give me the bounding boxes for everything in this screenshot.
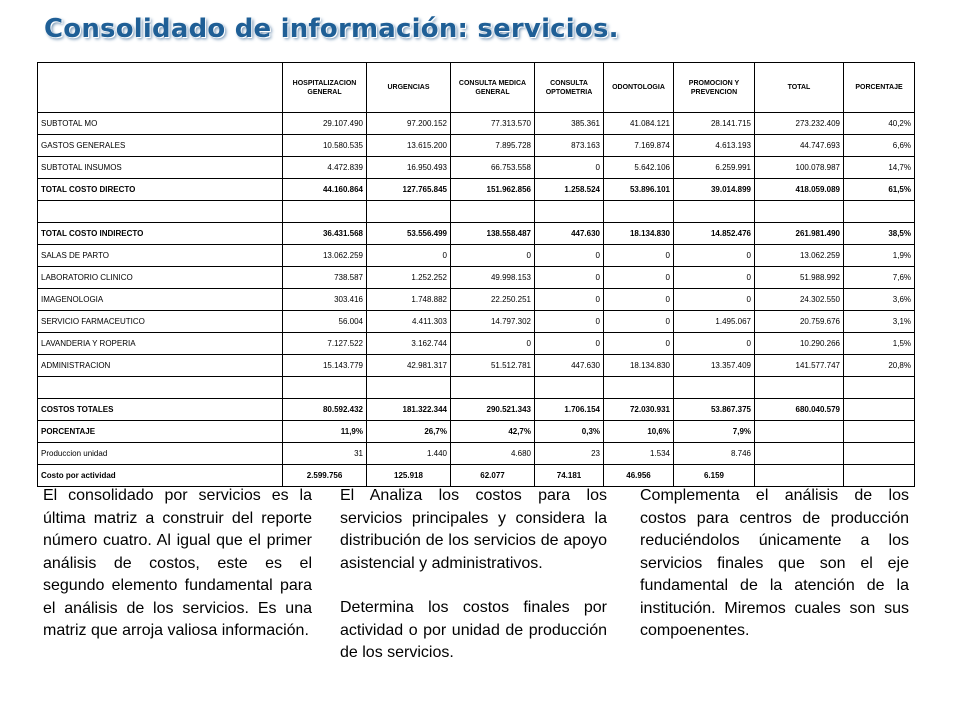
- paragraph: El consolidado por servicios es la última matriz a construir del reporte número cuatro. Al igual que el primer análisis de costos, este es el segundo elemento fundamental para el análisis de los servicios. Es una matriz que arroja valiosa información.: [43, 487, 312, 639]
- value-cell: 447.630: [535, 355, 604, 377]
- value-cell: 51.988.992: [755, 267, 844, 289]
- value-cell: 7,9%: [674, 421, 755, 443]
- value-cell: 7.895.728: [451, 135, 535, 157]
- value-cell: [755, 443, 844, 465]
- value-cell: [367, 377, 451, 399]
- value-cell: [604, 201, 674, 223]
- table-row: [38, 333, 915, 355]
- table-row: [38, 223, 915, 245]
- value-cell: 0: [535, 289, 604, 311]
- value-cell: 290.521.343: [451, 399, 535, 421]
- value-cell: 1.495.067: [674, 311, 755, 333]
- value-cell: 0,3%: [535, 421, 604, 443]
- paragraph: Complementa el análisis de los costos para centros de producción reduciéndolos únicamente a los servicios finales que son el eje fundamental de la atención de la institución. Miremos cuales son sus compoenentes.: [640, 487, 909, 639]
- value-cell: 303.416: [283, 289, 367, 311]
- table-row: [38, 113, 915, 135]
- table-row: [38, 289, 915, 311]
- table-row: [38, 421, 915, 443]
- value-cell: 0: [535, 333, 604, 355]
- value-cell: 97.200.152: [367, 113, 451, 135]
- value-cell: 22.250.251: [451, 289, 535, 311]
- value-cell: 41.084.121: [604, 113, 674, 135]
- row-label-cell: LABORATORIO CLINICO: [38, 267, 283, 289]
- value-cell: 0: [674, 333, 755, 355]
- row-label-cell: Costo por actividad: [38, 465, 283, 487]
- value-cell: 4.613.193: [674, 135, 755, 157]
- value-cell: 4.680: [451, 443, 535, 465]
- row-label-cell: TOTAL COSTO DIRECTO: [38, 179, 283, 201]
- value-cell: 0: [604, 311, 674, 333]
- value-cell: [755, 377, 844, 399]
- row-label-cell: LAVANDERIA Y ROPERIA: [38, 333, 283, 355]
- row-label-cell: SUBTOTAL INSUMOS: [38, 157, 283, 179]
- value-cell: 1.258.524: [535, 179, 604, 201]
- table-row: [38, 399, 915, 421]
- value-cell: 1,5%: [844, 333, 915, 355]
- value-cell: 53.867.375: [674, 399, 755, 421]
- value-cell: 2.599.756: [283, 465, 367, 487]
- value-cell: [535, 377, 604, 399]
- value-cell: 49.998.153: [451, 267, 535, 289]
- row-label-cell: ADMINISTRACION: [38, 355, 283, 377]
- value-cell: [367, 201, 451, 223]
- row-label-cell: [38, 377, 283, 399]
- value-cell: 13.062.259: [755, 245, 844, 267]
- value-cell: 3,6%: [844, 289, 915, 311]
- value-cell: 51.512.781: [451, 355, 535, 377]
- value-cell: 0: [535, 267, 604, 289]
- value-cell: 0: [451, 333, 535, 355]
- value-cell: [283, 377, 367, 399]
- row-label-cell: PORCENTAJE: [38, 421, 283, 443]
- table-row: [38, 311, 915, 333]
- value-cell: 1.706.154: [535, 399, 604, 421]
- value-cell: 4.472.839: [283, 157, 367, 179]
- value-cell: 385.361: [535, 113, 604, 135]
- value-cell: 42.981.317: [367, 355, 451, 377]
- value-cell: [604, 377, 674, 399]
- value-cell: 53.556.499: [367, 223, 451, 245]
- value-cell: 447.630: [535, 223, 604, 245]
- value-cell: [844, 201, 915, 223]
- value-cell: 14.797.302: [451, 311, 535, 333]
- value-cell: 3.162.744: [367, 333, 451, 355]
- table-row: [38, 377, 915, 399]
- value-cell: 66.753.558: [451, 157, 535, 179]
- value-cell: 0: [535, 311, 604, 333]
- value-cell: 18.134.830: [604, 355, 674, 377]
- paragraph: Determina los costos finales por actividad o por unidad de producción de los servicios.: [340, 599, 607, 661]
- row-label-cell: GASTOS GENERALES: [38, 135, 283, 157]
- value-cell: 0: [604, 289, 674, 311]
- value-cell: 0: [674, 289, 755, 311]
- column-header: HOSPITALIZACION GENERAL: [283, 63, 367, 113]
- value-cell: 0: [674, 245, 755, 267]
- value-cell: 44.160.864: [283, 179, 367, 201]
- value-cell: 418.059.089: [755, 179, 844, 201]
- value-cell: 125.918: [367, 465, 451, 487]
- value-cell: 0: [535, 245, 604, 267]
- value-cell: [674, 201, 755, 223]
- value-cell: 15.143.779: [283, 355, 367, 377]
- value-cell: 56.004: [283, 311, 367, 333]
- value-cell: 6,6%: [844, 135, 915, 157]
- value-cell: 0: [451, 245, 535, 267]
- value-cell: 80.592.432: [283, 399, 367, 421]
- value-cell: 24.302.550: [755, 289, 844, 311]
- value-cell: 11,9%: [283, 421, 367, 443]
- value-cell: 13.357.409: [674, 355, 755, 377]
- value-cell: 138.558.487: [451, 223, 535, 245]
- value-cell: 1,9%: [844, 245, 915, 267]
- value-cell: 151.962.856: [451, 179, 535, 201]
- column-header: TOTAL: [755, 63, 844, 113]
- table-row: [38, 245, 915, 267]
- value-cell: 38,5%: [844, 223, 915, 245]
- value-cell: 261.981.490: [755, 223, 844, 245]
- row-label-cell: Produccion unidad: [38, 443, 283, 465]
- value-cell: 61,5%: [844, 179, 915, 201]
- value-cell: [755, 465, 844, 487]
- row-label-cell: IMAGENOLOGIA: [38, 289, 283, 311]
- value-cell: 42,7%: [451, 421, 535, 443]
- text-column-1: [43, 485, 312, 643]
- row-label-cell: SALAS DE PARTO: [38, 245, 283, 267]
- value-cell: 273.232.409: [755, 113, 844, 135]
- value-cell: 62.077: [451, 465, 535, 487]
- value-cell: 23: [535, 443, 604, 465]
- value-cell: 46.956: [604, 465, 674, 487]
- value-cell: [844, 465, 915, 487]
- column-header: PORCENTAJE: [844, 63, 915, 113]
- value-cell: 44.747.693: [755, 135, 844, 157]
- value-cell: 738.587: [283, 267, 367, 289]
- value-cell: 14,7%: [844, 157, 915, 179]
- value-cell: [451, 201, 535, 223]
- value-cell: 18.134.830: [604, 223, 674, 245]
- row-label-cell: SUBTOTAL MO: [38, 113, 283, 135]
- value-cell: 14.852.476: [674, 223, 755, 245]
- value-cell: 181.322.344: [367, 399, 451, 421]
- column-header: PROMOCION Y PREVENCION: [674, 63, 755, 113]
- value-cell: 10.580.535: [283, 135, 367, 157]
- value-cell: [844, 377, 915, 399]
- value-cell: [451, 377, 535, 399]
- value-cell: 31: [283, 443, 367, 465]
- value-cell: 7,6%: [844, 267, 915, 289]
- value-cell: 3,1%: [844, 311, 915, 333]
- value-cell: 13.062.259: [283, 245, 367, 267]
- value-cell: [535, 201, 604, 223]
- value-cell: 0: [604, 245, 674, 267]
- value-cell: 6.159: [674, 465, 755, 487]
- value-cell: 0: [604, 267, 674, 289]
- table-row: [38, 157, 915, 179]
- value-cell: 6.259.991: [674, 157, 755, 179]
- value-cell: 28.141.715: [674, 113, 755, 135]
- column-header: CONSULTA OPTOMETRIA: [535, 63, 604, 113]
- value-cell: 8.746: [674, 443, 755, 465]
- value-cell: 100.078.987: [755, 157, 844, 179]
- row-label-cell: COSTOS TOTALES: [38, 399, 283, 421]
- value-cell: [755, 421, 844, 443]
- table-row: [38, 201, 915, 223]
- slide-title: Consolidado de información: servicios.: [44, 14, 619, 44]
- value-cell: 0: [367, 245, 451, 267]
- value-cell: 26,7%: [367, 421, 451, 443]
- column-header: [38, 63, 283, 113]
- value-cell: 1.534: [604, 443, 674, 465]
- column-header: CONSULTA MEDICA GENERAL: [451, 63, 535, 113]
- value-cell: [844, 421, 915, 443]
- consolidated-services-table: [37, 62, 915, 487]
- table-row: [38, 135, 915, 157]
- value-cell: [283, 201, 367, 223]
- table-row: [38, 267, 915, 289]
- text-column-2: [340, 485, 607, 665]
- text-column-3: [640, 485, 909, 643]
- value-cell: [674, 377, 755, 399]
- value-cell: 873.163: [535, 135, 604, 157]
- value-cell: [844, 399, 915, 421]
- value-cell: [844, 443, 915, 465]
- value-cell: 10.290.266: [755, 333, 844, 355]
- value-cell: 0: [604, 333, 674, 355]
- value-cell: 53.896.101: [604, 179, 674, 201]
- table-row: [38, 355, 915, 377]
- value-cell: 29.107.490: [283, 113, 367, 135]
- value-cell: 7.127.522: [283, 333, 367, 355]
- table-row: [38, 443, 915, 465]
- value-cell: 39.014.899: [674, 179, 755, 201]
- value-cell: 141.577.747: [755, 355, 844, 377]
- value-cell: 74.181: [535, 465, 604, 487]
- row-label-cell: TOTAL COSTO INDIRECTO: [38, 223, 283, 245]
- value-cell: 13.615.200: [367, 135, 451, 157]
- value-cell: 20,8%: [844, 355, 915, 377]
- value-cell: 10,6%: [604, 421, 674, 443]
- value-cell: 77.313.570: [451, 113, 535, 135]
- value-cell: 1.440: [367, 443, 451, 465]
- table-row: [38, 465, 915, 487]
- column-header: ODONTOLOGIA: [604, 63, 674, 113]
- value-cell: [755, 201, 844, 223]
- value-cell: 16.950.493: [367, 157, 451, 179]
- value-cell: 72.030.931: [604, 399, 674, 421]
- paragraph: El Analiza los costos para los servicios principales y considera la distribución de los servicios de apoyo asistencial y administrativos.: [340, 487, 607, 572]
- value-cell: 1.252.252: [367, 267, 451, 289]
- table-header-row: [38, 63, 915, 113]
- value-cell: 127.765.845: [367, 179, 451, 201]
- value-cell: 7.169.874: [604, 135, 674, 157]
- value-cell: 4.411.303: [367, 311, 451, 333]
- value-cell: 5.642.106: [604, 157, 674, 179]
- value-cell: 1.748.882: [367, 289, 451, 311]
- value-cell: 0: [674, 267, 755, 289]
- value-cell: 0: [535, 157, 604, 179]
- value-cell: 40,2%: [844, 113, 915, 135]
- table-row: [38, 179, 915, 201]
- value-cell: 36.431.568: [283, 223, 367, 245]
- row-label-cell: SERVICIO FARMACEUTICO: [38, 311, 283, 333]
- column-header: URGENCIAS: [367, 63, 451, 113]
- row-label-cell: [38, 201, 283, 223]
- value-cell: 20.759.676: [755, 311, 844, 333]
- value-cell: 680.040.579: [755, 399, 844, 421]
